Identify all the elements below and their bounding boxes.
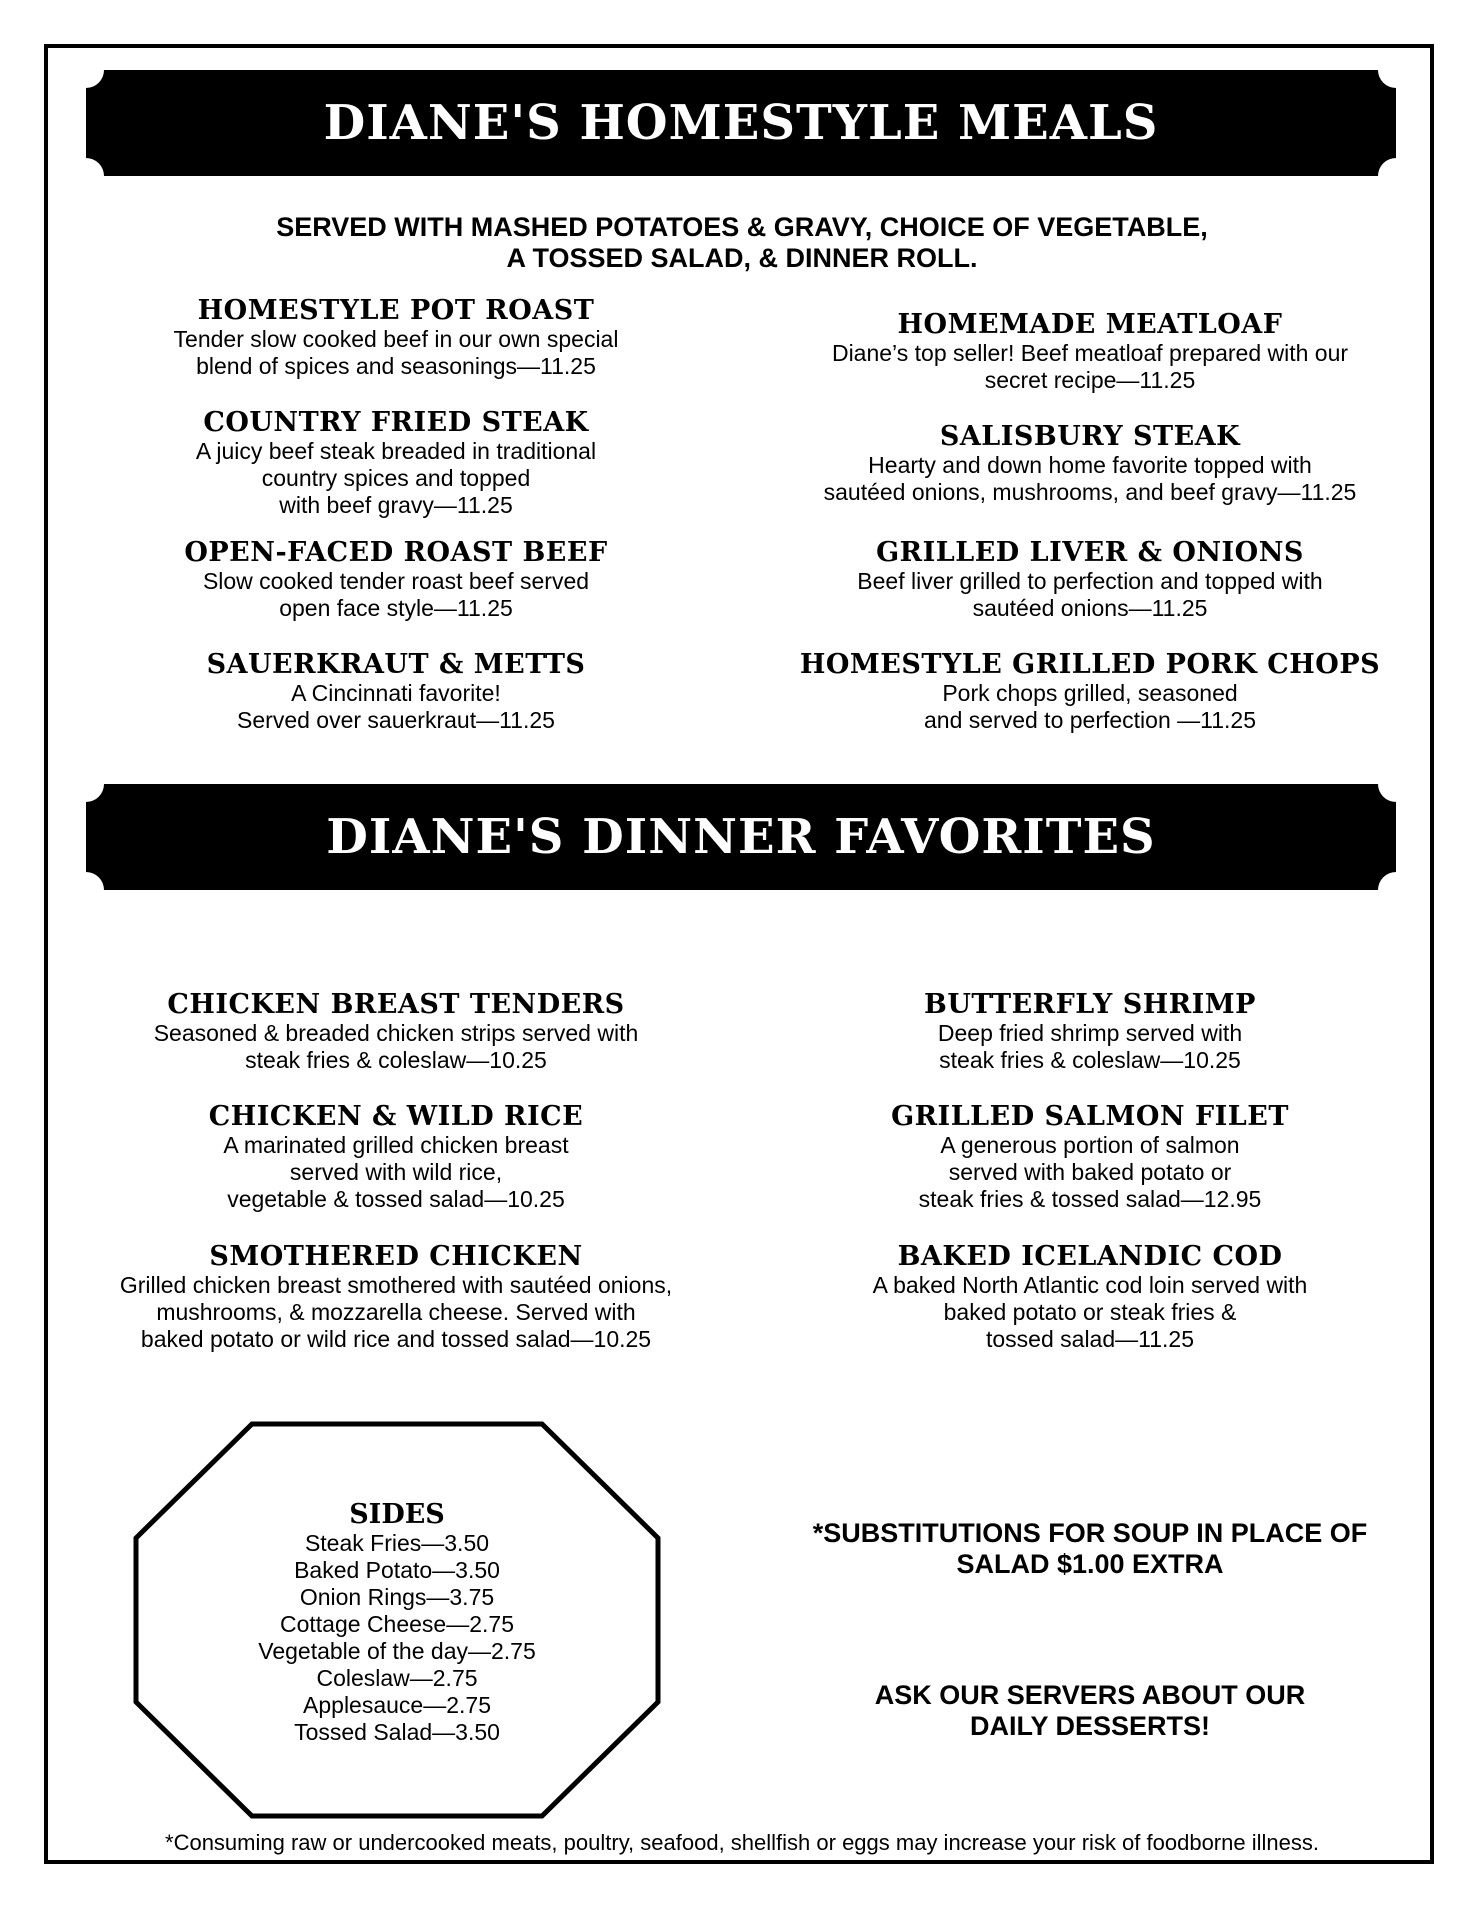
item-desc: Tender slow cooked beef in our own special blend of spices and seasonings—11.25	[173, 326, 619, 379]
item-desc: Grilled chicken breast smothered with sautéed onions, mushrooms, & mozzarella cheese. Served with baked potato or wild rice and tossed salad—10.25	[119, 1272, 673, 1352]
menu-item-chicken-tenders	[86, 990, 706, 1074]
homestyle-title: DIANE'S HOMESTYLE MEALS	[323, 95, 1159, 151]
item-name: SAUERKRAUT & METTS	[206, 649, 586, 680]
item-desc: Pork chops grilled, seasoned and served to perfection —11.25	[923, 680, 1256, 733]
item-desc: A baked North Atlantic cod loin served with baked potato or steak fries & tossed salad—11.25	[872, 1272, 1308, 1352]
menu-item-butterfly-shrimp	[780, 990, 1400, 1074]
item-name: GRILLED SALMON FILET	[891, 1101, 1289, 1132]
menu-item-country-fried-steak	[86, 408, 706, 519]
sides-box	[132, 1420, 662, 1820]
item-name: CHICKEN BREAST TENDERS	[167, 989, 625, 1020]
item-desc: Seasoned & breaded chicken strips served with steak fries & coleslaw—10.25	[153, 1020, 639, 1073]
homestyle-subtitle	[0, 212, 1484, 274]
subtitle-line-1: SERVED WITH MASHED POTATOES & GRAVY, CHOICE OF VEGETABLE,	[276, 212, 1208, 242]
side-item: Applesauce—2.75	[303, 1692, 491, 1718]
desserts-note: ASK OUR SERVERS ABOUT OUR DAILY DESSERTS!	[874, 1680, 1306, 1741]
item-name: SMOTHERED CHICKEN	[209, 1241, 583, 1272]
item-name: COUNTRY FRIED STEAK	[203, 407, 589, 438]
item-name: OPEN-FACED ROAST BEEF	[184, 537, 608, 568]
side-item: Steak Fries—3.50	[304, 1530, 490, 1556]
dinner-banner	[86, 784, 1396, 890]
menu-item-smothered-chicken	[56, 1242, 736, 1353]
item-name: HOMEMADE MEATLOAF	[897, 309, 1283, 340]
side-item: Onion Rings—3.75	[299, 1584, 495, 1610]
sides-title: SIDES	[349, 1499, 445, 1530]
item-name: GRILLED LIVER & ONIONS	[876, 537, 1304, 568]
item-name: BAKED ICELANDIC COD	[897, 1241, 1283, 1272]
item-name: HOMESTYLE POT ROAST	[197, 295, 595, 326]
item-desc: Beef liver grilled to perfection and topped with sautéed onions—11.25	[857, 568, 1323, 621]
side-item: Vegetable of the day—2.75	[258, 1638, 536, 1664]
item-name: BUTTERFLY SHRIMP	[924, 989, 1256, 1020]
item-desc: A Cincinnati favorite! Served over sauerkraut—11.25	[237, 680, 555, 733]
substitutions-note: *SUBSTITUTIONS FOR SOUP IN PLACE OF SALAD $1.00 EXTRA	[812, 1518, 1368, 1579]
side-item: Coleslaw—2.75	[316, 1665, 478, 1691]
item-desc: A marinated grilled chicken breast served with wild rice, vegetable & tossed salad—10.25	[223, 1132, 569, 1212]
item-desc: A generous portion of salmon served with baked potato or steak fries & tossed salad—12.95	[918, 1132, 1262, 1212]
item-name: SALISBURY STEAK	[939, 421, 1241, 452]
item-desc: Hearty and down home favorite topped with sautéed onions, mushrooms, and beef gravy—11.25	[823, 452, 1357, 505]
homestyle-banner	[86, 70, 1396, 176]
menu-item-sauerkraut-metts	[86, 650, 706, 734]
menu-item-pot-roast	[86, 296, 706, 380]
item-desc: Slow cooked tender roast beef served open face style—11.25	[202, 568, 590, 621]
menu-item-salisbury-steak	[780, 422, 1400, 506]
menu-item-roast-beef	[86, 538, 706, 622]
side-item: Cottage Cheese—2.75	[280, 1611, 514, 1637]
side-item: Baked Potato—3.50	[294, 1557, 500, 1583]
health-disclaimer: *Consuming raw or undercooked meats, poultry, seafood, shellfish or eggs may increase your risk of foodborne illness.	[165, 1830, 1319, 1855]
menu-item-salmon-filet	[780, 1102, 1400, 1213]
sides-content	[132, 1500, 662, 1746]
menu-item-liver-onions	[780, 538, 1400, 622]
menu-item-pork-chops	[780, 650, 1400, 734]
item-desc: Deep fried shrimp served with steak fries & coleslaw—10.25	[937, 1020, 1243, 1073]
menu-item-meatloaf	[780, 310, 1400, 394]
menu-item-chicken-wild-rice	[86, 1102, 706, 1213]
side-item: Tossed Salad—3.50	[294, 1719, 500, 1745]
item-desc: A juicy beef steak breaded in traditional country spices and topped with beef gravy—11.25	[195, 438, 597, 518]
subtitle-line-2: A TOSSED SALAD, & DINNER ROLL.	[506, 243, 978, 273]
menu-item-icelandic-cod	[780, 1242, 1400, 1353]
item-name: CHICKEN & WILD RICE	[208, 1101, 584, 1132]
dinner-title: DIANE'S DINNER FAVORITES	[326, 809, 1156, 865]
item-desc: Diane’s top seller! Beef meatloaf prepared with our secret recipe—11.25	[831, 340, 1349, 393]
item-name: HOMESTYLE GRILLED PORK CHOPS	[799, 649, 1381, 680]
